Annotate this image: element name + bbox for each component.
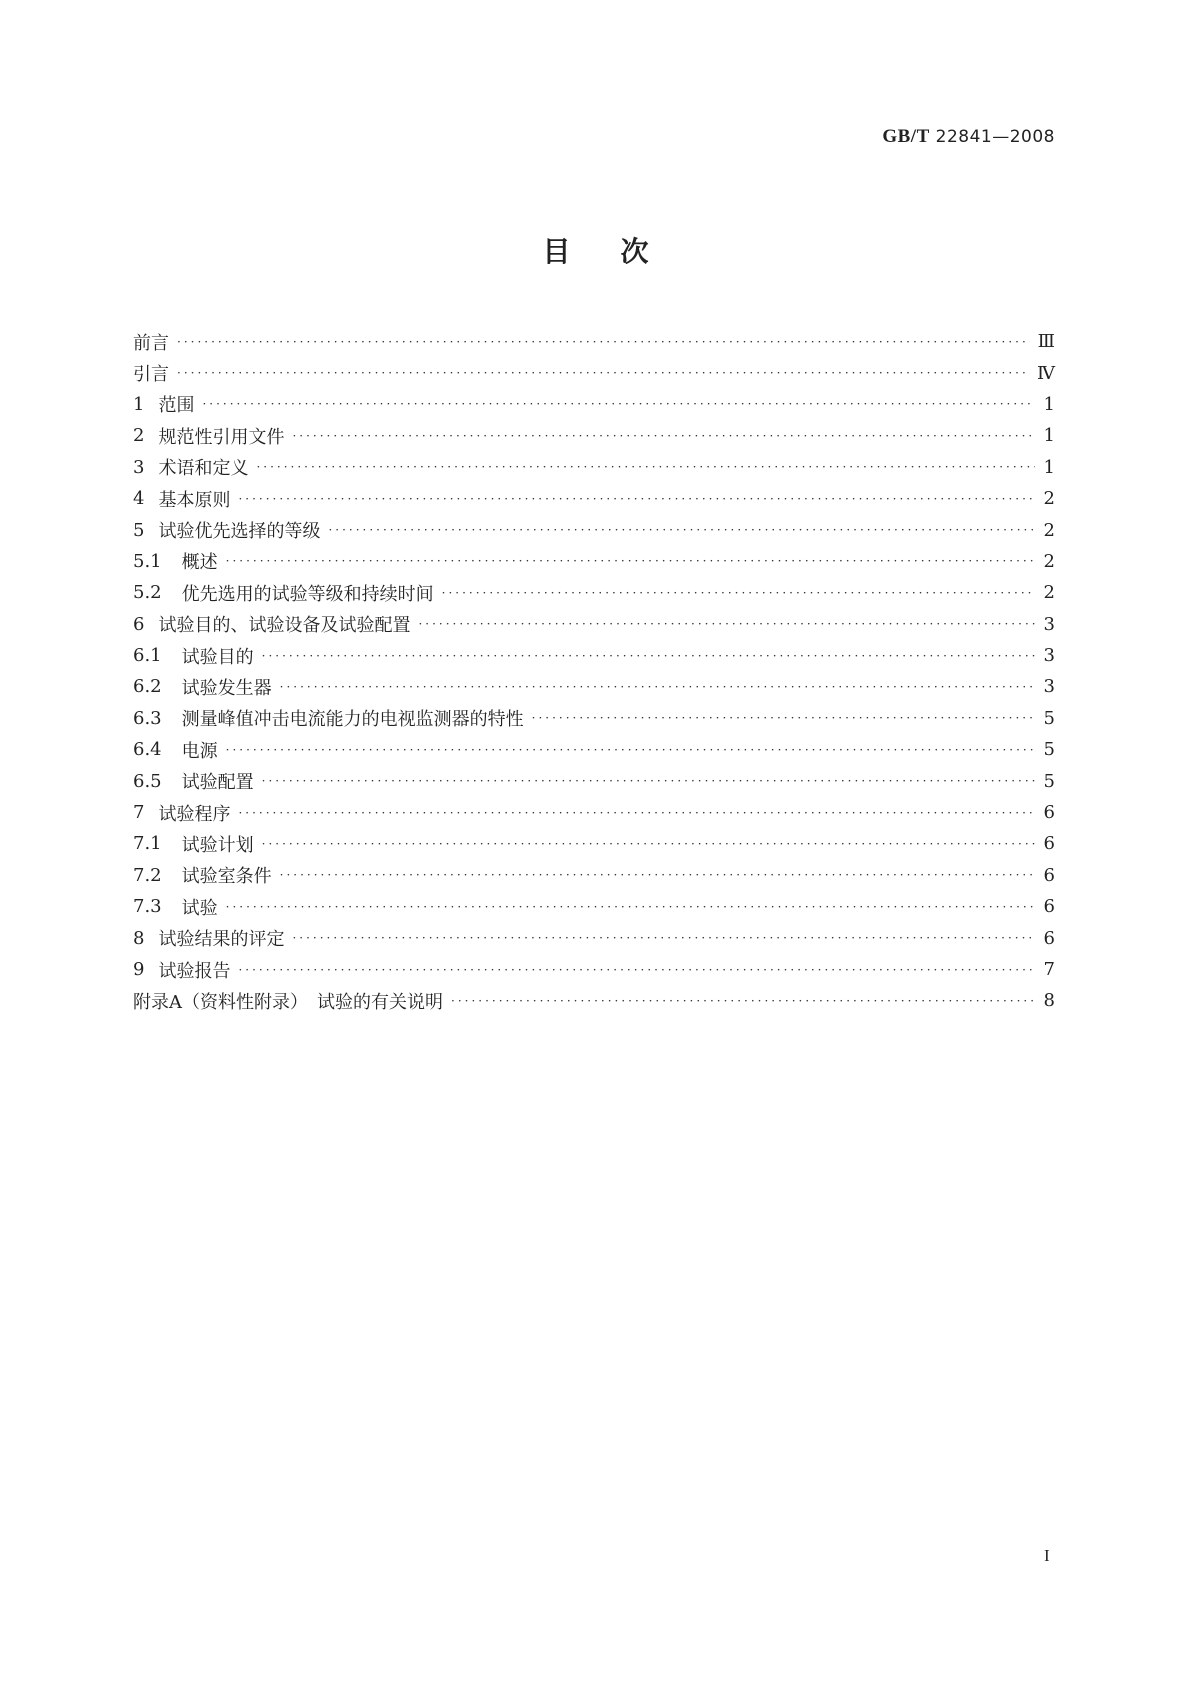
toc-entry-page: 2 bbox=[1043, 488, 1055, 510]
toc-entry-number: 5.1 bbox=[133, 550, 162, 572]
dot-leader bbox=[418, 617, 1035, 631]
toc-entry-number: 2 bbox=[133, 425, 145, 447]
toc-entry-number: 5.2 bbox=[133, 582, 162, 604]
toc-entry-page: 6 bbox=[1043, 802, 1055, 824]
toc-entry[interactable] bbox=[133, 389, 1055, 420]
toc-entry-number: 6 bbox=[133, 613, 145, 635]
toc-entry-page: 2 bbox=[1043, 582, 1055, 604]
toc-entry-title: 试验报告 bbox=[158, 960, 231, 982]
toc-entry-title: 基本原则 bbox=[158, 489, 231, 511]
toc-entry-title: 优先选用的试验等级和持续时间 bbox=[181, 583, 434, 605]
toc-entry-title: 概述 bbox=[181, 552, 218, 574]
toc-entry[interactable] bbox=[133, 954, 1055, 985]
toc-entry-number: 6.3 bbox=[133, 707, 162, 729]
dot-leader bbox=[262, 837, 1035, 851]
dot-leader bbox=[226, 900, 1035, 914]
toc-entry[interactable] bbox=[133, 797, 1055, 828]
toc-entry[interactable] bbox=[133, 483, 1055, 514]
toc-entry-number: 7.2 bbox=[133, 864, 162, 886]
dot-leader bbox=[442, 586, 1035, 600]
toc-entry-number: 3 bbox=[133, 456, 145, 478]
toc-entry-title: 试验目的、试验设备及试验配置 bbox=[158, 615, 411, 637]
toc-entry[interactable] bbox=[133, 577, 1055, 608]
toc-entry-number: 5 bbox=[133, 519, 145, 541]
toc-entry-page: 1 bbox=[1043, 425, 1055, 447]
dot-leader bbox=[177, 335, 1030, 349]
toc-entry-number: 6.5 bbox=[133, 770, 162, 792]
toc-entry-number: 7.1 bbox=[133, 833, 162, 855]
toc-entry-page: 3 bbox=[1043, 645, 1055, 667]
toc-entry[interactable] bbox=[133, 357, 1055, 388]
toc-entry-title: 试验配置 bbox=[181, 772, 254, 794]
toc-entry-page: 6 bbox=[1043, 864, 1055, 886]
toc-entry-number: 8 bbox=[133, 927, 145, 949]
standard-id: 22841—2008 bbox=[935, 127, 1055, 147]
dot-leader bbox=[262, 649, 1035, 663]
dot-leader bbox=[262, 774, 1035, 788]
toc-entry-page: 8 bbox=[1043, 990, 1055, 1012]
dot-leader bbox=[280, 680, 1035, 694]
toc-entry-number: 6.4 bbox=[133, 739, 162, 761]
toc-entry[interactable] bbox=[133, 828, 1055, 859]
toc-entry[interactable] bbox=[133, 860, 1055, 891]
toc-entry-page: 6 bbox=[1043, 896, 1055, 918]
toc-entry-number: 7.3 bbox=[133, 896, 162, 918]
dot-leader bbox=[226, 743, 1035, 757]
toc-entry-page: Ⅳ bbox=[1037, 362, 1055, 384]
toc-entry-number: 4 bbox=[133, 488, 145, 510]
toc-entry[interactable] bbox=[133, 609, 1055, 640]
standard-code: GB/T bbox=[882, 126, 930, 147]
toc-entry-title: 试验优先选择的等级 bbox=[158, 521, 321, 543]
page-title: 目次 bbox=[542, 235, 699, 268]
toc-entry-page: 3 bbox=[1043, 676, 1055, 698]
toc-entry[interactable] bbox=[133, 671, 1055, 702]
dot-leader bbox=[532, 711, 1035, 725]
toc-entry-title: 范围 bbox=[158, 395, 195, 417]
toc-entry-page: Ⅲ bbox=[1037, 331, 1055, 353]
toc-entry-number: 6.1 bbox=[133, 645, 162, 667]
toc-entry-page: 5 bbox=[1043, 739, 1055, 761]
toc-entry[interactable] bbox=[133, 326, 1055, 357]
toc-entry[interactable] bbox=[133, 514, 1055, 545]
dot-leader bbox=[238, 492, 1035, 506]
page-number: I bbox=[1044, 1546, 1050, 1565]
toc-entry-page: 5 bbox=[1043, 707, 1055, 729]
toc-entry-page: 7 bbox=[1043, 959, 1055, 980]
toc-entry-title: 试验计划 bbox=[181, 834, 254, 856]
toc-entry-title: 试验发生器 bbox=[181, 677, 272, 699]
toc-entry-title: 电源 bbox=[181, 740, 218, 762]
toc-entry-title: 前言 bbox=[133, 332, 169, 354]
toc-entry-title: 试验结果的评定 bbox=[158, 929, 285, 951]
standard-number bbox=[882, 126, 1055, 148]
dot-leader bbox=[202, 397, 1035, 411]
toc-entry-number: 1 bbox=[133, 393, 145, 415]
toc-entry-title: 引言 bbox=[133, 364, 169, 386]
toc-entry[interactable] bbox=[133, 985, 1055, 1016]
dot-leader bbox=[238, 806, 1035, 820]
toc-entry[interactable] bbox=[133, 640, 1055, 671]
toc-entry-page: 2 bbox=[1043, 550, 1055, 572]
dot-leader bbox=[280, 868, 1035, 882]
toc-entry-title: 试验程序 bbox=[158, 803, 231, 825]
toc-entry[interactable] bbox=[133, 420, 1055, 451]
dot-leader bbox=[238, 963, 1035, 977]
toc-entry-title: 试验 bbox=[181, 897, 218, 919]
dot-leader bbox=[226, 554, 1035, 568]
dot-leader bbox=[292, 429, 1035, 443]
toc-entry-title: 测量峰值冲击电流能力的电视监测器的特性 bbox=[181, 709, 524, 731]
dot-leader bbox=[451, 994, 1035, 1008]
toc-entry-page: 6 bbox=[1043, 833, 1055, 855]
toc-entry-page: 5 bbox=[1043, 770, 1055, 792]
dot-leader bbox=[328, 523, 1035, 537]
toc-entry-title: 试验目的 bbox=[181, 646, 254, 668]
toc-entry-number: 6.2 bbox=[133, 676, 162, 698]
toc-entry-title: 规范性引用文件 bbox=[158, 426, 285, 448]
dot-leader bbox=[256, 460, 1035, 474]
table-of-contents bbox=[133, 326, 1055, 1017]
toc-entry-page: 3 bbox=[1043, 613, 1055, 635]
toc-entry-page: 6 bbox=[1043, 927, 1055, 949]
toc-entry-title: 术语和定义 bbox=[158, 458, 249, 480]
toc-entry[interactable] bbox=[133, 452, 1055, 483]
toc-entry[interactable] bbox=[133, 546, 1055, 577]
dot-leader bbox=[177, 366, 1029, 380]
toc-entry-title: 附录A（资料性附录） 试验的有关说明 bbox=[133, 991, 443, 1013]
toc-entry-number: 7 bbox=[133, 802, 145, 824]
toc-entry[interactable] bbox=[133, 891, 1055, 922]
toc-entry-page: 1 bbox=[1043, 456, 1055, 478]
toc-entry[interactable] bbox=[133, 922, 1055, 953]
toc-entry[interactable] bbox=[133, 734, 1055, 765]
toc-entry-page: 1 bbox=[1043, 393, 1055, 415]
dot-leader bbox=[292, 931, 1035, 945]
toc-entry-number: 9 bbox=[133, 959, 145, 980]
toc-entry[interactable] bbox=[133, 703, 1055, 734]
toc-entry-title: 试验室条件 bbox=[181, 866, 272, 888]
toc-entry[interactable] bbox=[133, 765, 1055, 796]
toc-entry-page: 2 bbox=[1043, 519, 1055, 541]
